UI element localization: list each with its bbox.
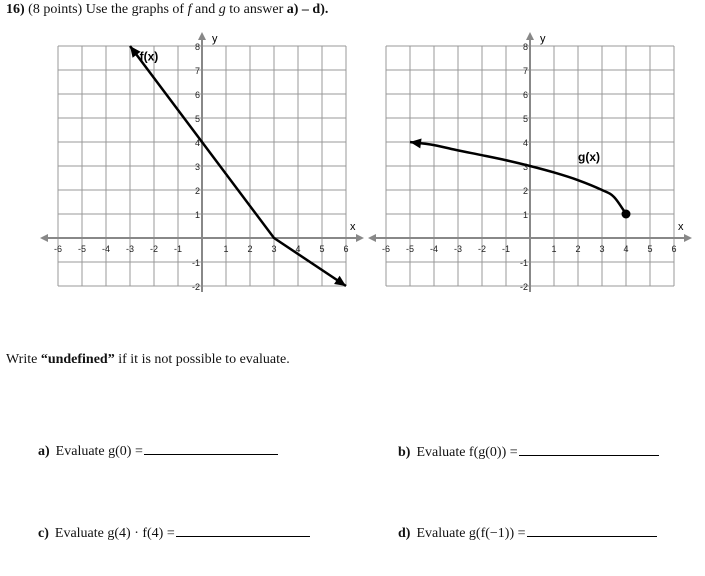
y-tick-label: 8 [522, 42, 528, 52]
x-tick-label: 6 [671, 244, 677, 254]
x-tick-label: 5 [319, 244, 325, 254]
y-tick-label: 2 [194, 186, 200, 196]
y-tick-label: 4 [194, 138, 200, 148]
y-tick-label: 2 [522, 186, 528, 196]
x-tick-label: -2 [477, 244, 487, 254]
x-tick-label: 4 [295, 244, 301, 254]
instruction [6, 352, 290, 368]
x-tick-label: 3 [599, 244, 605, 254]
x-tick-label: -3 [125, 244, 135, 254]
x-tick-label: -5 [405, 244, 415, 254]
question-label: a) [38, 444, 50, 459]
question-a [38, 442, 278, 460]
y-axis-label: y [540, 33, 546, 45]
x-tick-label: -2 [149, 244, 159, 254]
answer-blank-a[interactable] [144, 442, 278, 455]
y-tick-label: 5 [522, 114, 528, 124]
x-tick-label: -1 [173, 244, 183, 254]
x-axis-label: x [350, 221, 356, 233]
series-endpoint [622, 210, 631, 219]
y-tick-label: 8 [194, 42, 200, 52]
graph-g [368, 32, 684, 322]
instruction-suffix: if it is not possible to evaluate. [114, 352, 290, 367]
y-tick-label: 6 [522, 90, 528, 100]
y-tick-label: 3 [522, 162, 528, 172]
y-tick-label: 1 [194, 210, 200, 220]
question-b [398, 443, 659, 461]
x-tick-label: 2 [247, 244, 253, 254]
x-tick-label: 2 [575, 244, 581, 254]
x-axis-arrow-left [368, 234, 376, 242]
x-tick-label: 1 [551, 244, 557, 254]
x-tick-label: -1 [501, 244, 511, 254]
y-tick-label: -2 [191, 282, 200, 292]
question-text: Evaluate f(g(0)) = [416, 445, 518, 460]
header-and: and [195, 2, 216, 17]
graph-f [40, 32, 356, 322]
y-axis-label: y [212, 33, 218, 45]
y-tick-label: 1 [522, 210, 528, 220]
function-label: f(x) [139, 49, 159, 64]
question-c [38, 524, 310, 542]
y-tick-label: 5 [194, 114, 200, 124]
x-axis-arrow-right [684, 234, 692, 242]
problem-header [6, 2, 328, 18]
header-g: g [218, 2, 226, 17]
instruction-keyword: “undefined” [40, 352, 115, 367]
x-tick-label: -4 [429, 244, 439, 254]
y-tick-label: -1 [519, 258, 528, 268]
header-f: f [187, 2, 192, 17]
x-tick-label: 4 [623, 244, 629, 254]
y-tick-label: 7 [194, 66, 200, 76]
header-text-a: Use the graphs of [85, 2, 185, 17]
x-tick-label: 3 [271, 244, 277, 254]
answer-blank-d[interactable] [527, 524, 657, 537]
header-range: a) – d). [286, 2, 329, 17]
y-axis-arrow [198, 32, 206, 40]
problem-number: 16) [6, 2, 25, 17]
x-tick-label: 6 [343, 244, 349, 254]
x-axis-label: x [678, 221, 684, 233]
x-tick-label: 1 [223, 244, 229, 254]
y-tick-label: -1 [191, 258, 200, 268]
x-tick-label: -6 [53, 244, 63, 254]
header-text-b: to answer [229, 2, 284, 17]
question-label: c) [38, 526, 49, 541]
x-axis-arrow-left [40, 234, 48, 242]
question-label: d) [398, 526, 411, 541]
y-tick-label: -2 [519, 282, 528, 292]
x-tick-label: -6 [381, 244, 391, 254]
x-axis-arrow-right [356, 234, 364, 242]
y-tick-label: 6 [194, 90, 200, 100]
function-label: g(x) [578, 150, 600, 165]
x-tick-label: -5 [77, 244, 87, 254]
instruction-prefix: Write [6, 352, 41, 367]
y-axis-arrow [526, 32, 534, 40]
x-tick-label: -4 [101, 244, 111, 254]
answer-blank-b[interactable] [519, 443, 659, 456]
question-d [398, 524, 657, 542]
question-text: Evaluate g(f(−1)) = [416, 526, 526, 541]
x-tick-label: 5 [647, 244, 653, 254]
y-tick-label: 4 [522, 138, 528, 148]
problem-points: (8 points) [28, 2, 83, 17]
question-text: Evaluate g(4) · f(4) = [54, 526, 175, 541]
question-label: b) [398, 445, 411, 460]
y-tick-label: 7 [522, 66, 528, 76]
question-text: Evaluate g(0) = [55, 444, 143, 459]
x-tick-label: -3 [453, 244, 463, 254]
y-tick-label: 3 [194, 162, 200, 172]
series-arrow-end [334, 276, 346, 286]
answer-blank-c[interactable] [176, 524, 310, 537]
